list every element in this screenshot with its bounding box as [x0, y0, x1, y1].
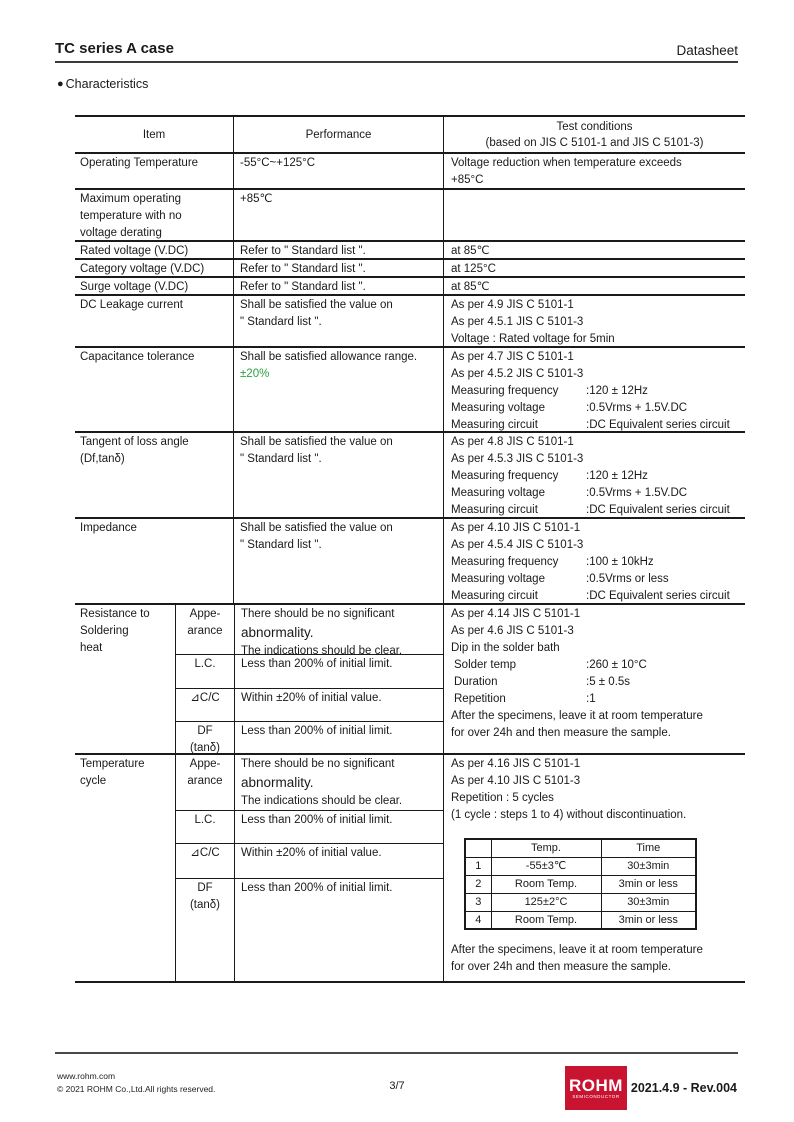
performance-cell: Within ±20% of initial value. [234, 689, 443, 722]
item-cell: Surge voltage (V.DC) [80, 281, 189, 293]
bullet-icon: ● [57, 78, 64, 90]
table-row-tangent-of-loss-angle [75, 431, 745, 517]
item-cell: Resistance to Soldering heat [80, 608, 150, 654]
table-row-category-voltage [75, 258, 745, 276]
footer-divider [55, 1052, 738, 1054]
doc-type-label: Datasheet [676, 43, 738, 58]
tolerance-value: ±20% [240, 368, 270, 380]
conditions-cell [443, 190, 745, 240]
item-cell: Capacitance tolerance [80, 351, 195, 363]
item-cell: Rated voltage (V.DC) [80, 245, 189, 257]
performance-cell: Less than 200% of initial limit. [234, 655, 443, 688]
characteristics-table [75, 115, 745, 983]
performance-cell: Shall be satisfied the value on " Standard list ". [233, 519, 443, 603]
performance-cell: +85℃ [233, 190, 443, 240]
sub-item-label: DF (tanδ) [189, 725, 221, 753]
conditions-cell: As per 4.14 JIS C 5101-1 As per 4.6 JIS C 5101-3 Dip in the solder bath Solder temp :260 ± 10°C Duration :5 ± 0.5s Repetition :1 After the specimens, leave it at room temperature for over 24h and then measure the sample. [443, 605, 745, 753]
performance-cell: Shall be satisfied the value on " Standard list ". [233, 296, 443, 346]
sub-item-label: L.C. [194, 813, 216, 826]
conditions-cell: As per 4.9 JIS C 5101-1 As per 4.5.1 JIS C 5101-3 Voltage : Rated voltage for 5min [443, 296, 745, 346]
conditions-cell: As per 4.10 JIS C 5101-1 As per 4.5.4 JIS C 5101-3 Measuring frequency :100 ± 10kHz Measuring voltage :0.5Vrms or less Measuring circuit :DC Equivalent series circuit [443, 519, 745, 603]
table-row-surge-voltage [75, 276, 745, 294]
conditions-cell: As per 4.7 JIS C 5101-1 As per 4.5.2 JIS C 5101-3 Measuring frequency :120 ± 12Hz Measuring voltage :0.5Vrms + 1.5V.DC Measuring circuit :DC Equivalent series circuit [443, 348, 745, 431]
sub-item-label: L.C. [194, 658, 216, 671]
sub-item-label: ⊿C/C [190, 847, 220, 860]
table-row-impedance [75, 517, 745, 603]
conditions-cell: at 85℃ [443, 242, 745, 258]
sub-item-label: Appe- arance [187, 758, 223, 787]
conditions-cell: As per 4.8 JIS C 5101-1 As per 4.5.3 JIS C 5101-3 Measuring frequency :120 ± 12Hz Measuring voltage :0.5Vrms + 1.5V.DC Measuring circuit :DC Equivalent series circuit [443, 433, 745, 517]
item-cell: Operating Temperature [80, 157, 199, 169]
performance-cell: There should be no significant abnormality. The indications should be clear. [234, 755, 443, 810]
sub-row-delta-c [176, 688, 443, 722]
document-header [55, 38, 738, 63]
sub-row-appearance [176, 755, 443, 810]
cycle-table-header-row: Temp. Time [465, 839, 696, 857]
rohm-logo: ROHM SEMICONDUCTOR [565, 1066, 627, 1110]
performance-cell: Refer to " Standard list ". [233, 260, 443, 276]
performance-cell: Less than 200% of initial limit. [234, 811, 443, 844]
item-cell: Maximum operating temperature with no voltage derating [80, 193, 182, 239]
sub-item-label: ⊿C/C [190, 691, 220, 704]
performance-cell: Shall be satisfied allowance range. ±20% [233, 348, 443, 431]
temperature-cycle-table [464, 838, 697, 930]
sub-row-df [176, 721, 443, 753]
sub-row-lc [176, 654, 443, 688]
conditions-cell: at 125°C [443, 260, 745, 276]
table-header-row [75, 117, 745, 152]
sub-row-delta-c [176, 843, 443, 878]
revision-label: 2021.4.9 - Rev.004 [630, 1081, 737, 1095]
sub-row-appearance [176, 605, 443, 654]
table-row-resistance-to-soldering-heat [75, 603, 745, 753]
item-cell: Temperature cycle [80, 758, 145, 787]
section-title: Characteristics [65, 77, 149, 91]
item-cell: DC Leakage current [80, 299, 183, 311]
column-header-item: Item [142, 128, 166, 141]
cycle-table-row: 1 -55±3℃ 30±3min [465, 857, 696, 875]
page-title: TC series A case [55, 40, 174, 57]
sub-rows [175, 605, 443, 753]
sub-rows [175, 755, 443, 981]
table-row-temperature-cycle [75, 753, 745, 981]
conditions-cell: at 85℃ [443, 278, 745, 294]
sub-row-df [176, 878, 443, 981]
performance-cell: Within ±20% of initial value. [234, 844, 443, 878]
performance-cell: Refer to " Standard list ". [233, 242, 443, 258]
column-header-performance: Performance [233, 117, 443, 152]
page-number: 3/7 [389, 1080, 405, 1092]
item-cell: Impedance [80, 522, 137, 534]
item-cell: Tangent of loss angle (Df,tanδ) [80, 436, 189, 465]
sub-item-label: Appe- arance [187, 608, 223, 637]
conditions-cell: Voltage reduction when temperature exceeds +85°C [443, 154, 745, 188]
table-row-capacitance-tolerance [75, 346, 745, 431]
table-row-max-operating-temperature [75, 188, 745, 240]
column-header-test-conditions: Test conditions (based on JIS C 5101-1 and JIS C 5101-3) [443, 117, 745, 152]
footer-url: www.rohm.com [57, 1071, 116, 1081]
footer-copyright: © 2021 ROHM Co.,Ltd.All rights reserved. [57, 1084, 216, 1094]
table-row-dc-leakage-current [75, 294, 745, 346]
section-heading [57, 76, 148, 93]
performance-cell: Refer to " Standard list ". [233, 278, 443, 294]
conditions-cell: As per 4.16 JIS C 5101-1 As per 4.10 JIS C 5101-3 Repetition : 5 cycles (1 cycle : steps 1 to 4) without discontinuation. Temp. Time 1 -55±3℃ 30±3min 2 Room Temp. 3min or less 3 125±2°C 30±3min 4 Room Temp. 3min or less After the specimens, leave it at room temperature for over 24h and then measure the sample. [443, 755, 745, 981]
after-note: After the specimens, leave it at room temperature for over 24h and then measure the sample. [451, 944, 703, 973]
cycle-table-row: 2 Room Temp. 3min or less [465, 875, 696, 893]
table-row-operating-temperature [75, 152, 745, 188]
sub-row-lc [176, 810, 443, 844]
table-row-rated-voltage [75, 240, 745, 258]
performance-cell: Shall be satisfied the value on " Standard list ". [233, 433, 443, 517]
performance-cell: Less than 200% of initial limit. [234, 879, 443, 981]
cycle-table-row: 3 125±2°C 30±3min [465, 893, 696, 911]
sub-item-label: DF (tanδ) [189, 881, 221, 911]
item-cell: Category voltage (V.DC) [80, 263, 205, 275]
performance-cell: There should be no significant abnormality. The indications should be clear. [234, 605, 443, 654]
cycle-table-row: 4 Room Temp. 3min or less [465, 911, 696, 929]
performance-cell: -55°C~+125°C [233, 154, 443, 188]
performance-cell: Less than 200% of initial limit. [234, 722, 443, 753]
